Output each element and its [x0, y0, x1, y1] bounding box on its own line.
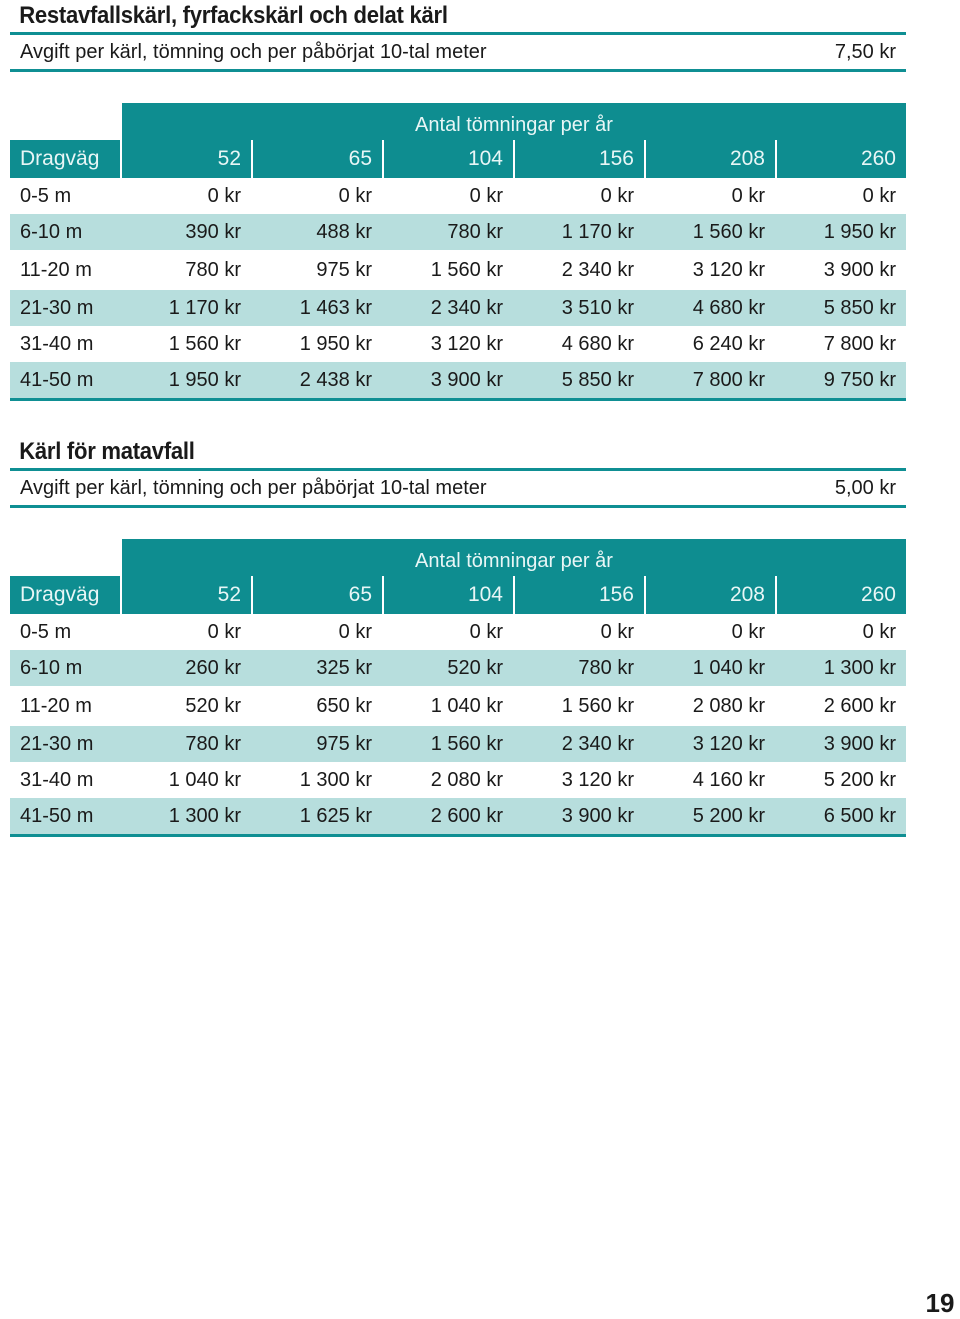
- table-cell: 1 300 kr: [823, 657, 896, 679]
- fee-rule: [10, 69, 906, 72]
- row-label: 0-5 m: [20, 621, 72, 643]
- section-title: Kärl för matavfall: [19, 438, 195, 465]
- table-cell: 4 680 kr: [561, 333, 634, 355]
- table-cell: 5 200 kr: [823, 769, 896, 791]
- table-cell: 520 kr: [185, 695, 241, 717]
- row-label: 41-50 m: [20, 805, 94, 827]
- table-cell: 7 800 kr: [692, 369, 765, 391]
- table-cell: 4 160 kr: [692, 769, 765, 791]
- table-cell: 780 kr: [578, 657, 634, 679]
- row-label: 41-50 m: [20, 369, 94, 391]
- table-cell: 0 kr: [862, 621, 896, 643]
- table-cell: 9 750 kr: [823, 369, 896, 391]
- table-cell: 1 300 kr: [299, 769, 372, 791]
- table-cell: 5 850 kr: [561, 369, 634, 391]
- table-body: [10, 178, 906, 398]
- table-cell: 975 kr: [316, 259, 372, 281]
- table-cell: 6 500 kr: [823, 805, 896, 827]
- table-cell: 0 kr: [862, 185, 896, 207]
- table-cell: 2 340 kr: [430, 297, 503, 319]
- table-row: [10, 178, 906, 214]
- fee-value: 7,50 kr: [834, 41, 896, 63]
- group-header: Antal tömningar per år: [122, 539, 906, 576]
- column-header: 104: [384, 576, 513, 614]
- table-cell: 0 kr: [600, 621, 634, 643]
- table-row: [10, 650, 906, 686]
- table-cell: 1 040 kr: [430, 695, 503, 717]
- table-row: [10, 250, 906, 290]
- row-header: Dragväg: [10, 140, 120, 178]
- fee-row: [10, 35, 906, 69]
- table-row: [10, 762, 906, 798]
- table-cell: 260 kr: [185, 657, 241, 679]
- column-header: 156: [515, 576, 644, 614]
- table-cell: 2 080 kr: [692, 695, 765, 717]
- row-label: 21-30 m: [20, 733, 94, 755]
- price-table: [10, 539, 906, 837]
- table-cell: 1 950 kr: [299, 333, 372, 355]
- table-cell: 975 kr: [316, 733, 372, 755]
- table-cell: 3 120 kr: [692, 733, 765, 755]
- table-cell: 780 kr: [185, 733, 241, 755]
- table-cell: 1 300 kr: [168, 805, 241, 827]
- table-cell: 1 625 kr: [299, 805, 372, 827]
- table-cell: 488 kr: [316, 221, 372, 243]
- table-cell: 325 kr: [316, 657, 372, 679]
- table-cell: 4 680 kr: [692, 297, 765, 319]
- table-group-header-row: [10, 539, 906, 576]
- table-cell: 3 900 kr: [561, 805, 634, 827]
- table-cell: 2 340 kr: [561, 733, 634, 755]
- table-cell: 0 kr: [469, 185, 503, 207]
- table-cell: 0 kr: [731, 185, 765, 207]
- table-cell: 2 600 kr: [823, 695, 896, 717]
- table-cell: 2 600 kr: [430, 805, 503, 827]
- table-cell: 6 240 kr: [692, 333, 765, 355]
- table-row: [10, 326, 906, 362]
- table-cell: 1 463 kr: [299, 297, 372, 319]
- table-cell: 2 438 kr: [299, 369, 372, 391]
- table-body: [10, 614, 906, 834]
- fee-row: [10, 471, 906, 505]
- table-cell: 3 900 kr: [823, 259, 896, 281]
- fee-label: Avgift per kärl, tömning och per påbörjat 10-tal meter: [20, 41, 487, 63]
- table-cell: 1 560 kr: [430, 733, 503, 755]
- row-header: Dragväg: [10, 576, 120, 614]
- fee-value: 5,00 kr: [834, 477, 896, 499]
- column-header: 260: [777, 576, 906, 614]
- group-header: Antal tömningar per år: [122, 103, 906, 140]
- table-header-row: [10, 140, 906, 178]
- table-cell: 1 170 kr: [168, 297, 241, 319]
- section-title: Restavfallskärl, fyrfackskärl och delat kärl: [19, 2, 448, 29]
- column-header: 65: [253, 576, 382, 614]
- table-cell: 650 kr: [316, 695, 372, 717]
- table-cell: 780 kr: [447, 221, 503, 243]
- table-row: [10, 362, 906, 398]
- table-cell: 3 120 kr: [692, 259, 765, 281]
- column-header: 260: [777, 140, 906, 178]
- row-label: 11-20 m: [20, 259, 92, 281]
- table-cell: 5 200 kr: [692, 805, 765, 827]
- table-row: [10, 214, 906, 250]
- table-cell: 0 kr: [600, 185, 634, 207]
- row-label: 6-10 m: [20, 221, 83, 243]
- row-label: 31-40 m: [20, 333, 94, 355]
- table-cell: 3 900 kr: [430, 369, 503, 391]
- table-group-header-row: [10, 103, 906, 140]
- row-label: 31-40 m: [20, 769, 94, 791]
- table-cell: 1 560 kr: [561, 695, 634, 717]
- page-number: 19: [925, 1288, 955, 1318]
- table-row: [10, 614, 906, 650]
- column-header: 208: [646, 576, 775, 614]
- table-row: [10, 686, 906, 726]
- table-cell: 1 950 kr: [823, 221, 896, 243]
- table-cell: 1 560 kr: [430, 259, 503, 281]
- table-cell: 1 170 kr: [561, 221, 634, 243]
- table-cell: 0 kr: [731, 621, 765, 643]
- section-matavfall: [10, 436, 906, 837]
- table-cell: 520 kr: [447, 657, 503, 679]
- table-row: [10, 798, 906, 834]
- table-cell: 1 560 kr: [168, 333, 241, 355]
- column-header: 65: [253, 140, 382, 178]
- table-cell: 3 120 kr: [561, 769, 634, 791]
- table-row: [10, 290, 906, 326]
- row-label: 0-5 m: [20, 185, 72, 207]
- column-header: 104: [384, 140, 513, 178]
- table-cell: 1 560 kr: [692, 221, 765, 243]
- table-row: [10, 726, 906, 762]
- table-cell: 3 900 kr: [823, 733, 896, 755]
- column-header: 208: [646, 140, 775, 178]
- table-cell: 390 kr: [185, 221, 241, 243]
- table-cell: 1 040 kr: [168, 769, 241, 791]
- table-cell: 1 040 kr: [692, 657, 765, 679]
- table-cell: 3 120 kr: [430, 333, 503, 355]
- table-cell: 3 510 kr: [561, 297, 634, 319]
- row-label: 11-20 m: [20, 695, 92, 717]
- column-header: 52: [122, 576, 251, 614]
- fee-label: Avgift per kärl, tömning och per påbörjat 10-tal meter: [20, 477, 487, 499]
- table-cell: 0 kr: [469, 621, 503, 643]
- column-header: 156: [515, 140, 644, 178]
- price-table: [10, 103, 906, 401]
- row-label: 21-30 m: [20, 297, 94, 319]
- table-cell: 5 850 kr: [823, 297, 896, 319]
- table-bottom-rule: [10, 834, 906, 837]
- table-cell: 0 kr: [207, 621, 241, 643]
- table-cell: 780 kr: [185, 259, 241, 281]
- section-restavfall: [10, 0, 906, 401]
- table-header-row: [10, 576, 906, 614]
- table-cell: 0 kr: [338, 185, 372, 207]
- row-label: 6-10 m: [20, 657, 83, 679]
- column-header: 52: [122, 140, 251, 178]
- table-cell: 0 kr: [338, 621, 372, 643]
- fee-rule: [10, 505, 906, 508]
- table-cell: 7 800 kr: [823, 333, 896, 355]
- table-cell: 0 kr: [207, 185, 241, 207]
- table-cell: 2 080 kr: [430, 769, 503, 791]
- table-cell: 1 950 kr: [168, 369, 241, 391]
- table-bottom-rule: [10, 398, 906, 401]
- table-cell: 2 340 kr: [561, 259, 634, 281]
